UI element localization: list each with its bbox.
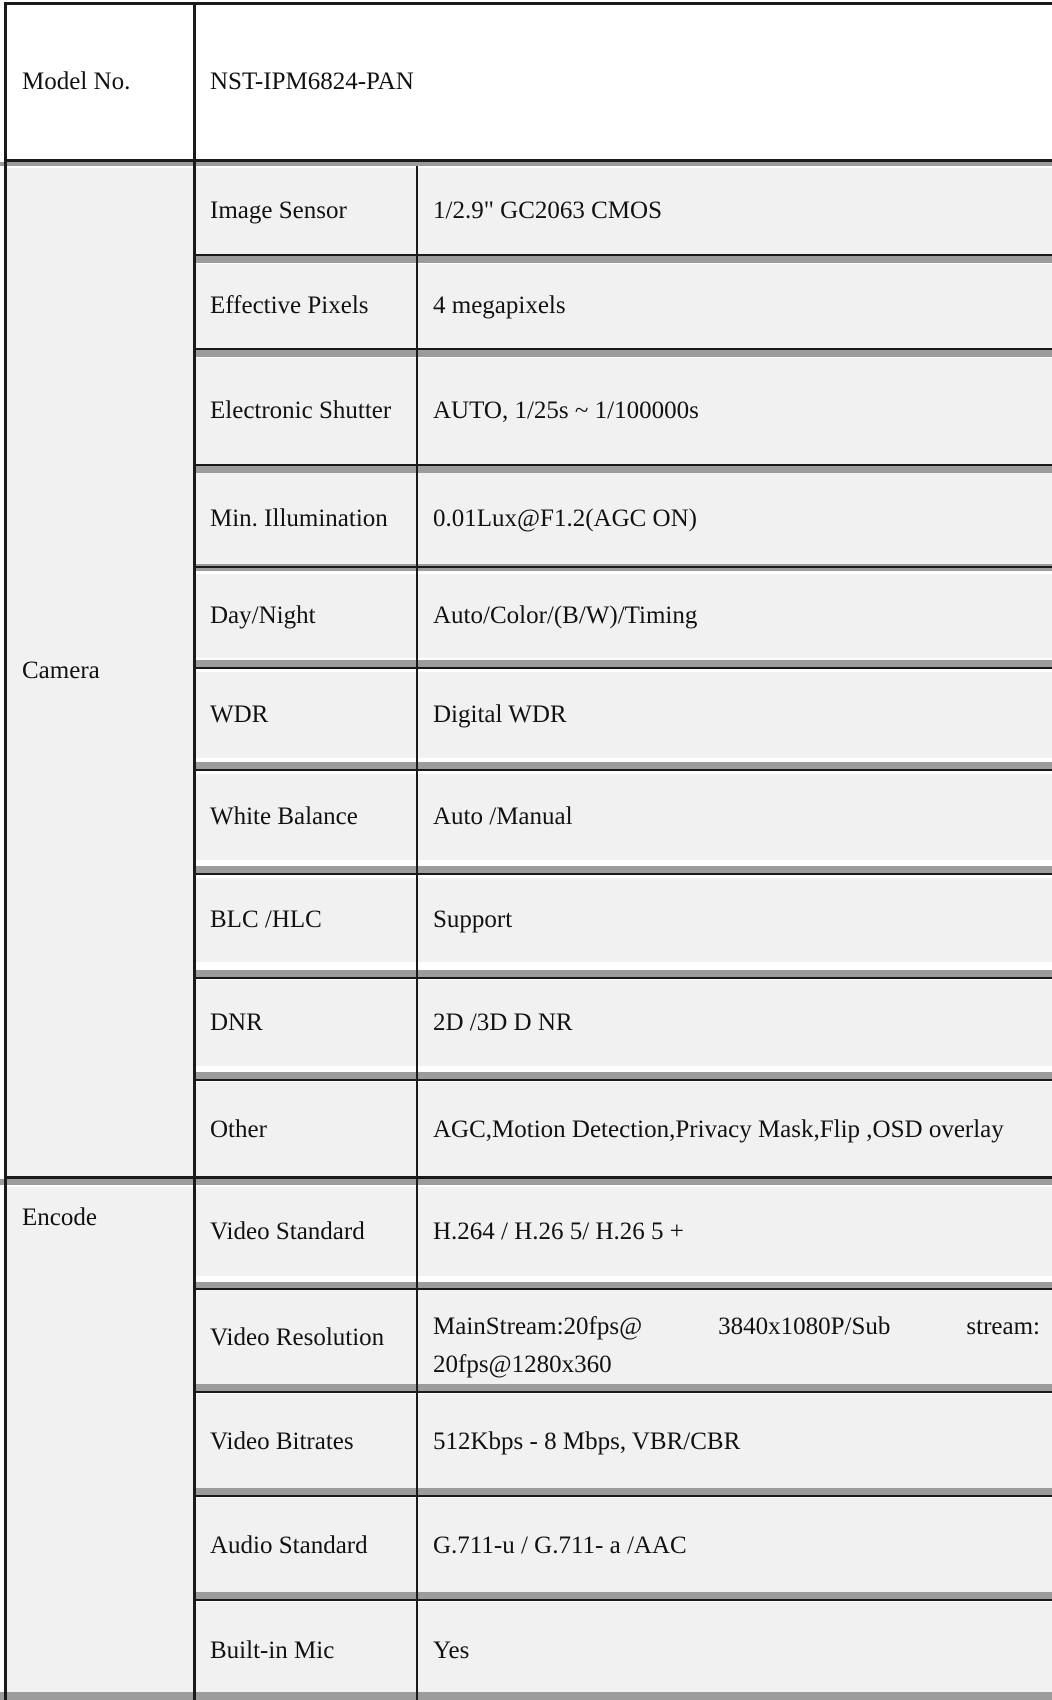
- section-separator-shadow: [196, 1179, 1052, 1185]
- border-row: [194, 348, 1052, 350]
- camera-row-value: Support: [418, 878, 1052, 962]
- border-row: [194, 566, 1052, 568]
- row-separator-shadow: [196, 1592, 1052, 1599]
- row-separator-shadow: [196, 660, 1052, 667]
- encode-row-label: Audio Standard: [196, 1498, 416, 1594]
- video-resolution-part: 3840x1080P/Sub: [718, 1313, 891, 1340]
- video-resolution-line-1: [433, 1308, 1040, 1346]
- border-row: [194, 1391, 1052, 1393]
- camera-row-value: AGC,Motion Detection,Privacy Mask,Flip ,OSD overlay: [418, 1082, 1052, 1178]
- camera-row-label: Min. Illumination: [196, 472, 416, 566]
- encode-group-cell: [6, 1187, 194, 1700]
- row-separator-shadow: [196, 1488, 1052, 1495]
- encode-row-value-multiline: [418, 1290, 1052, 1386]
- camera-row-value: AUTO, 1/25s ~ 1/100000s: [418, 358, 1052, 464]
- camera-row-value: 4 megapixels: [418, 264, 1052, 348]
- row-separator-shadow: [0, 1692, 1052, 1700]
- border-group-column: [193, 2, 196, 1700]
- row-separator-shadow: [196, 466, 1052, 473]
- encode-row-label: Video Bitrates: [196, 1394, 416, 1490]
- border-row: [194, 254, 1052, 256]
- border-row: [194, 873, 1052, 875]
- border-row: [194, 977, 1052, 979]
- row-separator-shadow: [196, 1384, 1052, 1391]
- encode-row-label: Video Resolution: [196, 1290, 416, 1386]
- row-separator-shadow: [196, 1072, 1052, 1079]
- encode-row-label: Video Standard: [196, 1187, 416, 1276]
- row-separator-shadow: [196, 762, 1052, 769]
- camera-row-label: DNR: [196, 980, 416, 1066]
- camera-row-label: White Balance: [196, 774, 416, 860]
- model-label: Model No.: [6, 4, 194, 160]
- row-separator-shadow: [196, 350, 1052, 357]
- encode-row-value: Yes: [418, 1602, 1052, 1700]
- camera-row-value: Digital WDR: [418, 672, 1052, 758]
- row-separator-shadow: [196, 866, 1052, 873]
- camera-row-label: WDR: [196, 672, 416, 758]
- camera-row-label: Image Sensor: [196, 168, 416, 254]
- camera-row-value: 1/2.9" GC2063 CMOS: [418, 168, 1052, 254]
- camera-row-value: Auto/Color/(B/W)/Timing: [418, 574, 1052, 658]
- row-separator-shadow: [196, 970, 1052, 977]
- camera-row-value: Auto /Manual: [418, 774, 1052, 860]
- border-row: [194, 1079, 1052, 1081]
- row-separator-shadow: [196, 256, 1052, 263]
- video-resolution-part: MainStream:20fps@: [433, 1313, 643, 1340]
- border-row: [194, 1599, 1052, 1601]
- camera-row-value: 2D /3D D NR: [418, 980, 1052, 1066]
- border-section: [4, 1176, 1052, 1179]
- encode-group-label: Encode: [22, 1204, 97, 1231]
- border-row: [194, 464, 1052, 466]
- border-top: [4, 2, 1052, 5]
- encode-row-label: Built-in Mic: [196, 1602, 416, 1700]
- border-row: [194, 1288, 1052, 1290]
- camera-row-label: Other: [196, 1082, 416, 1178]
- encode-row-value: 512Kbps - 8 Mbps, VBR/CBR: [418, 1394, 1052, 1490]
- border-label-column: [416, 166, 418, 1700]
- section-separator-shadow: [0, 1179, 196, 1185]
- camera-row-label: Effective Pixels: [196, 264, 416, 348]
- camera-row-value: 0.01Lux@F1.2(AGC ON): [418, 472, 1052, 566]
- video-resolution-part: stream:: [966, 1313, 1040, 1340]
- border-row: [194, 667, 1052, 669]
- video-resolution-line-2: 20fps@1280x360: [433, 1351, 612, 1378]
- border-left: [4, 2, 7, 1700]
- encode-row-value: H.264 / H.26 5/ H.26 5 +: [418, 1187, 1052, 1276]
- model-value: NST-IPM6824-PAN: [196, 4, 1052, 160]
- encode-row-value: G.711-u / G.711- a /AAC: [418, 1498, 1052, 1594]
- border-model-bottom: [4, 159, 1052, 162]
- section-separator-shadow: [0, 162, 1052, 166]
- camera-group-cell: [6, 168, 194, 1179]
- camera-row-label: Day/Night: [196, 574, 416, 658]
- camera-row-label: BLC /HLC: [196, 878, 416, 962]
- camera-row-label: Electronic Shutter: [196, 358, 416, 464]
- camera-group-label: Camera: [22, 657, 100, 684]
- border-row: [194, 769, 1052, 771]
- border-row: [194, 1495, 1052, 1497]
